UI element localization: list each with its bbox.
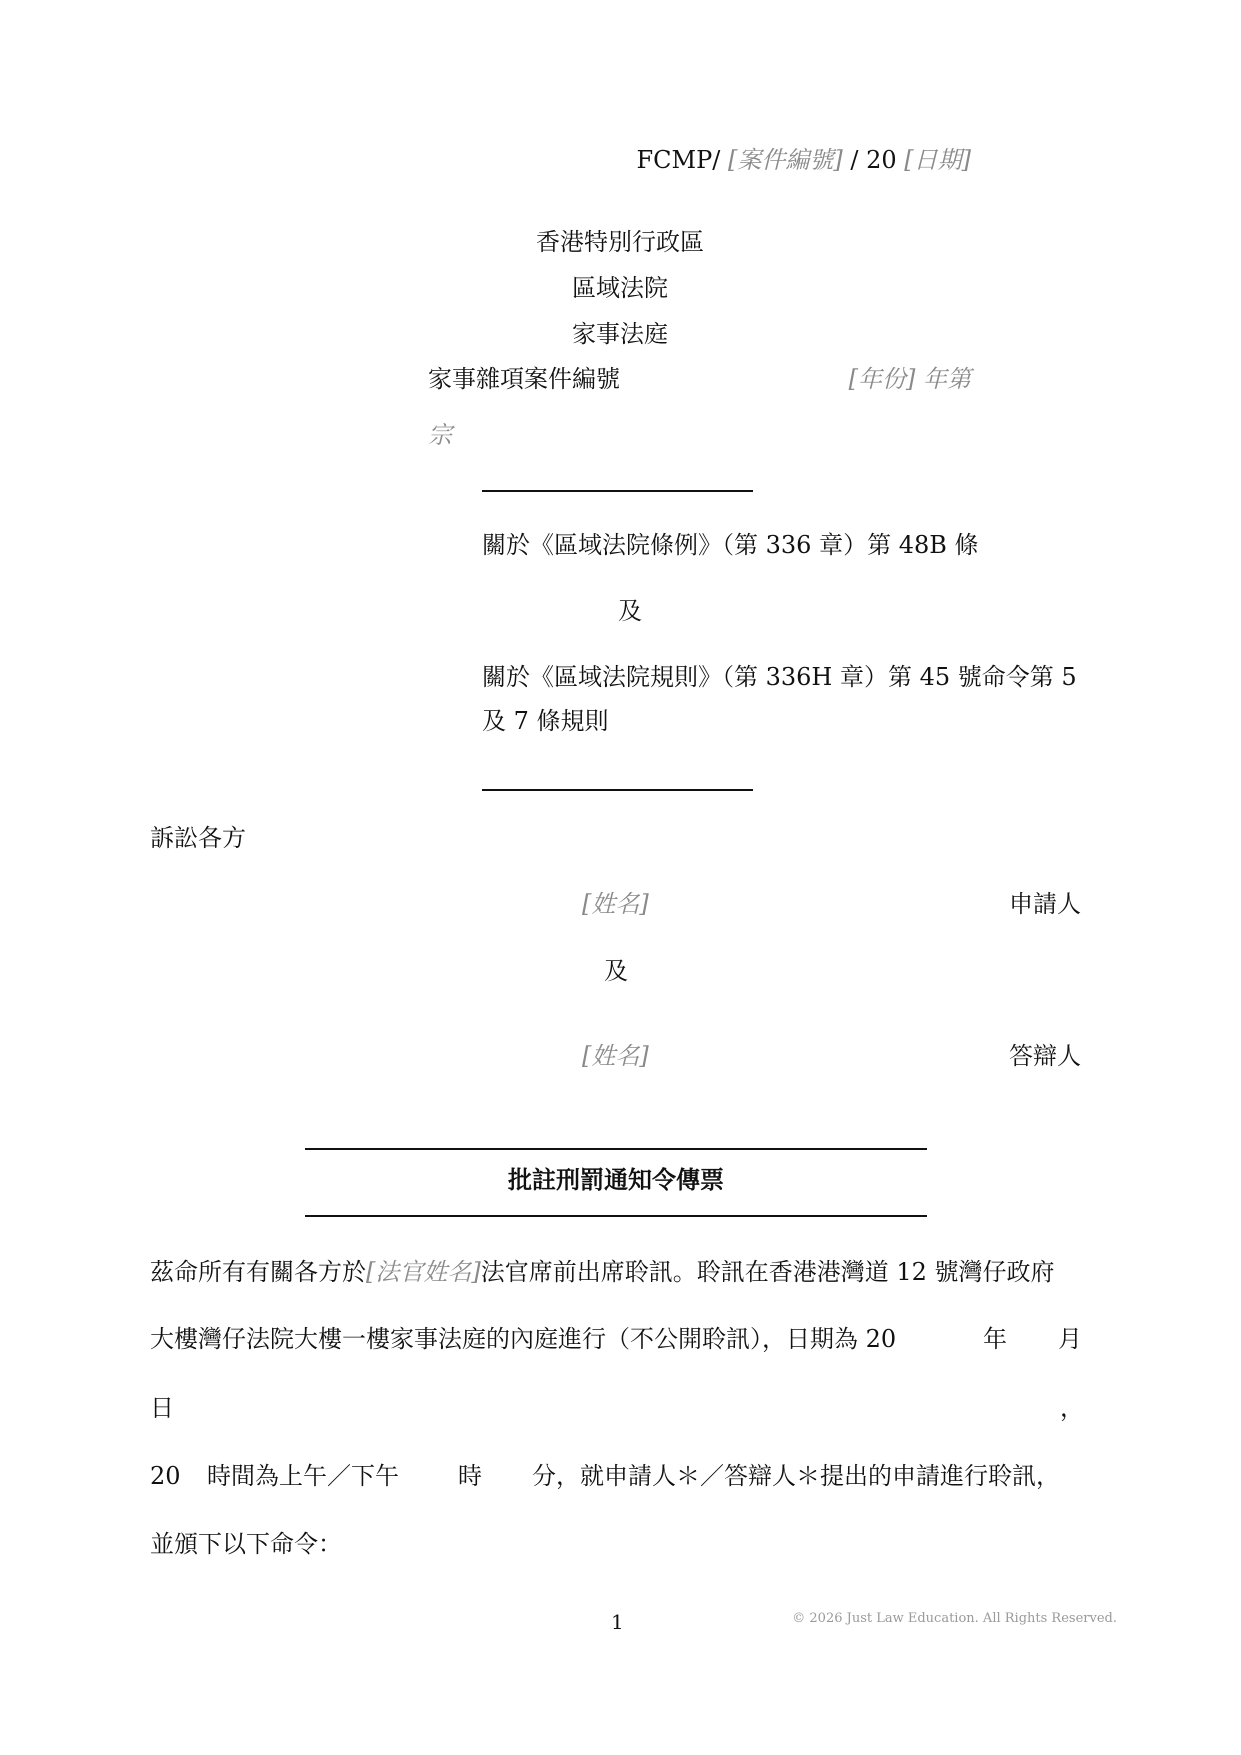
matter-ordinance: 關於《區域法院條例》（第 336 章）第 48B 條 (482, 531, 979, 559)
respondent-role: 答辯人 (1009, 1042, 1081, 1070)
judge-name-placeholder[interactable]: [法官姓名] (366, 1258, 481, 1286)
day-word: 日 (150, 1394, 174, 1422)
day-comma: ， (1060, 1394, 1084, 1422)
respondent-name-placeholder[interactable]: [姓名] (582, 1042, 649, 1070)
year-tail: 年第 (923, 365, 971, 393)
case-reference (637, 148, 971, 172)
matter-rules-line1: 關於《區域法院規則》（第 336H 章）第 45 號命令第 5 (482, 663, 1077, 691)
title-rule-bottom (305, 1215, 927, 1217)
time-year: 20 (150, 1462, 181, 1490)
case-year-prefix: / 20 (850, 146, 897, 174)
body-line-5: 並頒下以下命令： (150, 1530, 342, 1558)
page-number: 1 (611, 1610, 624, 1634)
title-rule-top (305, 1148, 927, 1150)
body-line-1: 茲命所有有關各方於[法官姓名]法官席前出席聆訊。聆訊在香港港灣道 12 號灣仔政府 (150, 1258, 1055, 1286)
court-name-line2: 區域法院 (572, 274, 668, 302)
parties-and: 及 (604, 957, 628, 985)
applicant-name-placeholder[interactable]: [姓名] (582, 890, 649, 918)
case-zong: 宗 (428, 421, 452, 449)
time-label: 時間為上午／下午 (207, 1462, 399, 1490)
applicant-role: 申請人 (1009, 890, 1081, 918)
month-word: 月 (1058, 1325, 1082, 1353)
hour-word: 時 (458, 1462, 482, 1490)
divider-bottom (482, 789, 753, 791)
divider-top (482, 490, 753, 492)
case-year-field (849, 367, 971, 391)
year-placeholder[interactable]: [年份] (848, 365, 916, 393)
parties-heading: 訴訟各方 (150, 824, 246, 852)
date-placeholder[interactable]: [日期] (904, 146, 971, 174)
year-word: 年 (983, 1325, 1007, 1353)
body-line-4-rest: 分，就申請人＊／答辯人＊提出的申請進行聆訊， (532, 1462, 1060, 1490)
court-name-line3: 家事法庭 (572, 320, 668, 348)
matter-rules-line2: 及 7 條規則 (482, 707, 609, 735)
body-line-2: 大樓灣仔法院大樓一樓家事法庭的內庭進行（不公開聆訊），日期為 20 (150, 1325, 897, 1353)
document-title: 批註刑罰通知令傳票 (508, 1165, 724, 1194)
case-type-label: 家事雜項案件編號 (428, 365, 620, 393)
matter-and: 及 (618, 597, 642, 625)
copyright-notice: © 2026 Just Law Education. All Rights Reserved. (792, 1611, 1117, 1626)
case-prefix: FCMP/ (636, 146, 721, 174)
court-name-line1: 香港特別行政區 (536, 228, 704, 256)
case-number-placeholder[interactable]: [案件編號] (727, 146, 843, 174)
